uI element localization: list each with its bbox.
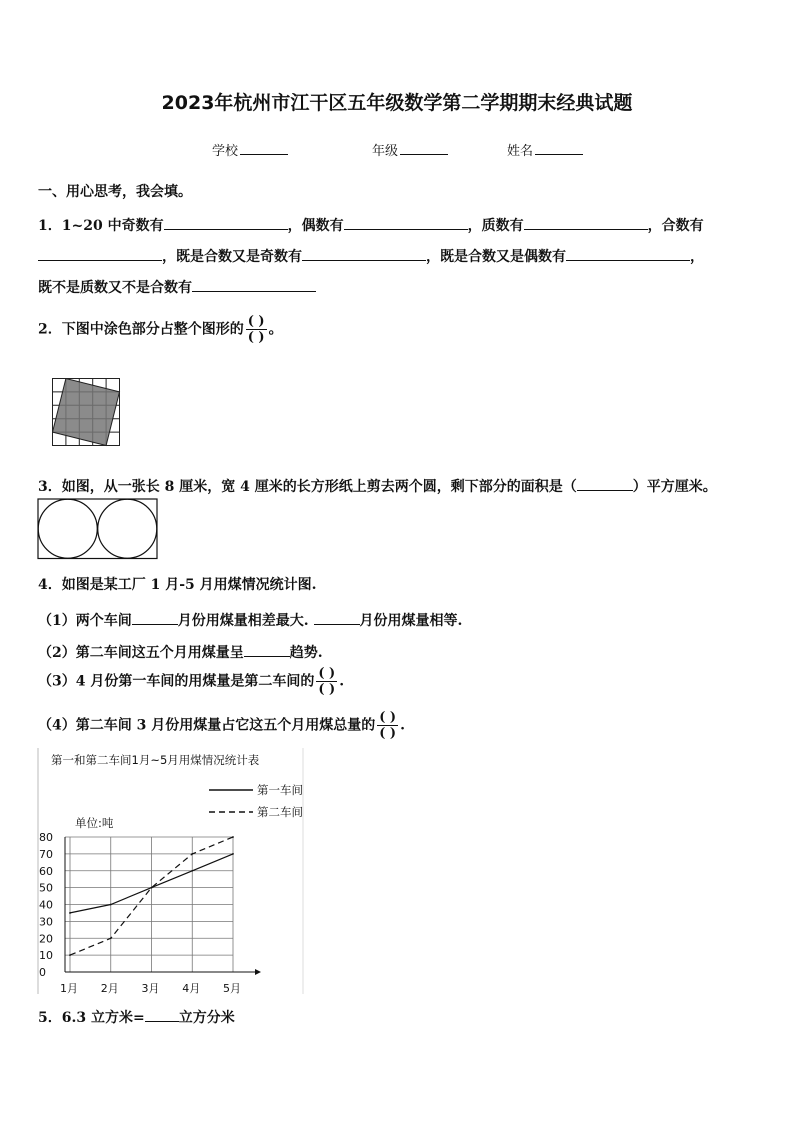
page-title: 2023年杭州市江干区五年级数学第二学期期末经典试题 (161, 92, 633, 114)
right-circle (98, 499, 157, 558)
q4-3-fraction[interactable] (316, 666, 337, 697)
q4-4-fraction[interactable] (377, 710, 398, 741)
data-point-series-2 (110, 937, 112, 939)
q4-1-blank-b[interactable] (314, 609, 360, 625)
q1-text-h: 既不是质数又不是合数有 (38, 280, 192, 296)
chart-plot-area (39, 831, 261, 995)
question-1-line-1 (38, 214, 704, 235)
q4-2-text-b: 趋势. (289, 645, 323, 661)
question-3 (38, 475, 717, 496)
q4-1-text-a: （1）两个车间 (38, 613, 132, 629)
school-field (212, 140, 288, 159)
q4-1-blank-a[interactable] (132, 609, 178, 625)
question-4-part-3 (38, 666, 344, 697)
y-tick-label: 70 (39, 847, 53, 861)
q1-text-g: ， (690, 249, 704, 265)
data-point-series-1 (232, 853, 234, 855)
grade-field (372, 140, 448, 159)
q2-fraction[interactable] (246, 314, 267, 345)
q1-blank-neither[interactable] (192, 276, 316, 292)
data-point-series-1 (110, 904, 112, 906)
q1-blank-composite[interactable] (38, 245, 162, 261)
q4-1-text-b: 月份用煤量相差最大. (177, 613, 309, 629)
q4-4-text-a: （4）第二车间 3 月份用煤量占它这五个月用煤总量的 (38, 717, 376, 734)
data-point-series-2 (191, 853, 193, 855)
school-label: 学校 (212, 144, 239, 159)
x-tick-label: 3月 (141, 982, 160, 995)
q4-4-denominator: ( ) (379, 726, 397, 741)
y-tick-label: 30 (39, 915, 53, 929)
q4-4-numerator: ( ) (379, 710, 397, 725)
q1-blank-odd[interactable] (164, 214, 288, 230)
q3-text: 3．如图，从一张长 8 厘米，宽 4 厘米的长方形纸上剪去两个圆，剩下部分的面积是（ (38, 479, 577, 495)
y-tick-label: 50 (39, 881, 53, 895)
q4-3-text-a: （3）4 月份第一车间的用煤量是第二车间的 (38, 673, 315, 690)
q5-text-a: 5．6.3 立方米= (38, 1010, 145, 1026)
q2-grid-figure (52, 378, 122, 448)
q5-text-b: 立方分米 (178, 1010, 235, 1026)
question-4-intro: 4．如图是某工厂 1 月-5 月用煤情况统计图. (38, 577, 317, 593)
q1-text-e: ，既是合数又是奇数有 (162, 249, 302, 265)
q1-text-b: ，偶数有 (287, 218, 344, 234)
question-2 (38, 314, 283, 345)
q1-blank-prime[interactable] (524, 214, 648, 230)
q4-3-denominator: ( ) (318, 682, 336, 697)
name-label: 姓名 (507, 144, 534, 159)
y-tick-label: 10 (39, 949, 53, 963)
legend-label-series-1: 第一车间 (257, 783, 303, 797)
q4-3-numerator: ( ) (318, 666, 336, 681)
q4-4-text-b: . (400, 717, 405, 734)
question-4-part-2 (38, 641, 323, 662)
name-blank[interactable] (535, 140, 583, 155)
q4-3-text-b: . (339, 673, 345, 690)
y-tick-label: 40 (39, 898, 53, 912)
q2-numerator: ( ) (247, 314, 265, 329)
y-tick-label: 80 (39, 831, 53, 844)
y-tick-label: 20 (39, 932, 53, 946)
name-field (507, 140, 583, 159)
shaded-square (53, 379, 120, 446)
grade-label: 年级 (372, 144, 399, 159)
grade-blank[interactable] (400, 140, 448, 155)
data-point-series-1 (69, 912, 71, 914)
data-point-series-1 (191, 870, 193, 872)
q2-denominator: ( ) (247, 330, 265, 345)
q2-end: 。 (268, 321, 283, 338)
q4-2-text-a: （2）第二车间这五个月用煤量呈 (38, 645, 244, 661)
x-tick-label: 1月 (60, 982, 78, 995)
q1-blank-even-composite[interactable] (566, 245, 690, 261)
q3-end: ）平方厘米。 (632, 479, 717, 495)
q1-text-f: ，既是合数又是偶数有 (426, 249, 566, 265)
data-point-series-2 (69, 954, 71, 956)
chart-title: 第一和第二车间1月~5月用煤情况统计表 (51, 753, 260, 767)
q5-blank[interactable] (145, 1006, 179, 1022)
coal-usage-line-chart (37, 748, 307, 998)
data-point-series-2 (232, 836, 234, 838)
q1-blank-even[interactable] (344, 214, 468, 230)
question-4-part-1 (38, 609, 462, 630)
x-axis-arrow (255, 969, 261, 975)
left-circle (38, 499, 97, 558)
question-5 (38, 1006, 235, 1027)
q1-text-d: ，合数有 (647, 218, 704, 234)
section-heading: 一、用心思考，我会填。 (38, 184, 192, 200)
y-tick-label: 60 (39, 864, 53, 878)
question-1-line-3 (38, 276, 316, 297)
q4-1-text-c: 月份用煤量相等. (359, 613, 463, 629)
q3-blank[interactable] (577, 475, 633, 491)
x-tick-label: 2月 (100, 982, 119, 995)
q1-text-c: ，质数有 (467, 218, 524, 234)
question-1-line-2 (38, 245, 704, 266)
q2-text: 2．下图中涂色部分占整个图形的 (38, 321, 244, 338)
question-4-part-4 (38, 710, 405, 741)
y-tick-label: 0 (39, 966, 46, 979)
data-point-series-2 (151, 887, 153, 889)
x-tick-label: 4月 (182, 982, 201, 995)
school-blank[interactable] (240, 140, 288, 155)
unit-label: 单位:吨 (75, 816, 114, 830)
q4-2-blank[interactable] (244, 641, 290, 657)
x-tick-label: 5月 (223, 982, 241, 995)
legend-label-series-2: 第二车间 (257, 805, 303, 819)
q1-blank-odd-composite[interactable] (302, 245, 426, 261)
q3-rectangle-circles-figure (37, 498, 159, 560)
q1-text-a: 1．1~20 中奇数有 (38, 218, 164, 234)
